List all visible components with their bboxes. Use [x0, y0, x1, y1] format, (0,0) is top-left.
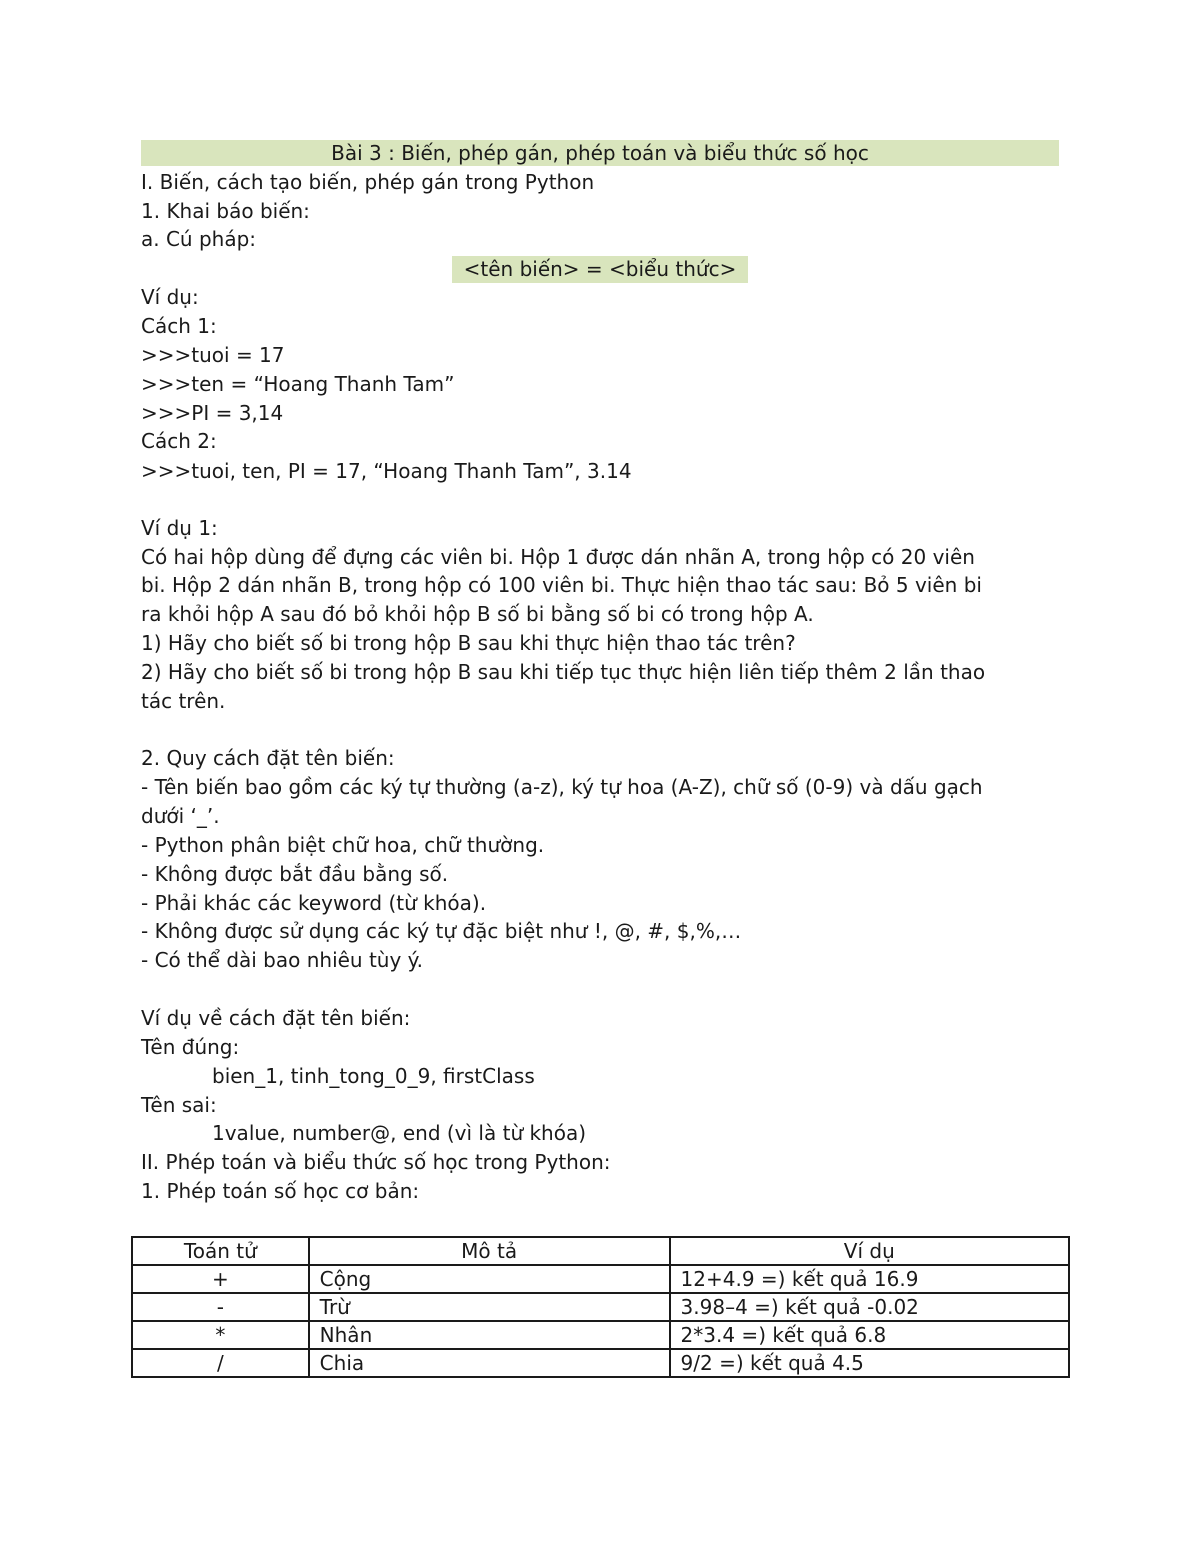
wrong-names: 1value, number@, end (vì là từ khóa) [212, 1121, 587, 1145]
rule-line: - Có thể dài bao nhiêu tùy ý. [141, 948, 424, 972]
syntax-box: <tên biến> = <biểu thức> [452, 256, 748, 283]
table-row [132, 1349, 1069, 1377]
code-line: >>>PI = 3,14 [141, 401, 284, 425]
code-line: >>>tuoi = 17 [141, 343, 285, 367]
wrong-label: Tên sai: [141, 1093, 217, 1117]
paragraph-line: bi. Hộp 2 dán nhãn B, trong hộp có 100 viên bi. Thực hiện thao tác sau: Bỏ 5 viên bi [141, 573, 982, 597]
header-example: Ví dụ [670, 1237, 1069, 1265]
question-line: tác trên. [141, 689, 226, 713]
table-row [132, 1293, 1069, 1321]
paragraph-line: Có hai hộp dùng để đựng các viên bi. Hộp 1 được dán nhãn A, trong hộp có 20 viên [141, 545, 975, 569]
header-description: Mô tả [309, 1237, 670, 1265]
operator-cell: / [132, 1349, 309, 1377]
paragraph-line: ra khỏi hộp A sau đó bỏ khỏi hộp B số bi bằng số bi có trong hộp A. [141, 602, 814, 626]
table-row [132, 1321, 1069, 1349]
correct-names: bien_1, tinh_tong_0_9, firstClass [212, 1064, 535, 1088]
lesson-title: Bài 3 : Biến, phép gán, phép toán và biểu thức số học [141, 140, 1059, 166]
operator-cell: + [132, 1265, 309, 1293]
code-line: >>>ten = “Hoang Thanh Tam” [141, 372, 455, 396]
description-cell: Nhân [309, 1321, 670, 1349]
operator-cell: * [132, 1321, 309, 1349]
rule-line: dưới ‘_’. [141, 804, 220, 828]
table-row [132, 1265, 1069, 1293]
ops-heading: 1. Phép toán số học cơ bản: [141, 1179, 420, 1203]
sub1-heading: 1. Khai báo biến: [141, 199, 310, 223]
question-line: 2) Hãy cho biết số bi trong hộp B sau khi tiếp tục thực hiện liên tiếp thêm 2 lần thao [141, 660, 986, 684]
code-line: >>>tuoi, ten, PI = 17, “Hoang Thanh Tam”, 3.14 [141, 459, 632, 483]
way1-label: Cách 1: [141, 314, 217, 338]
naming-example-label: Ví dụ về cách đặt tên biến: [141, 1006, 411, 1030]
correct-label: Tên đúng: [141, 1035, 240, 1059]
example-label: Ví dụ: [141, 285, 199, 309]
example-cell: 9/2 =) kết quả 4.5 [670, 1349, 1069, 1377]
description-cell: Chia [309, 1349, 670, 1377]
description-cell: Cộng [309, 1265, 670, 1293]
example-cell: 2*3.4 =) kết quả 6.8 [670, 1321, 1069, 1349]
rule-line: - Không được sử dụng các ký tự đặc biệt như !, @, #, $,%,… [141, 919, 742, 943]
operators-table [131, 1236, 1070, 1378]
section1-heading: I. Biến, cách tạo biến, phép gán trong Python [141, 170, 595, 194]
question-line: 1) Hãy cho biết số bi trong hộp B sau khi thực hiện thao tác trên? [141, 631, 796, 655]
section2-heading: II. Phép toán và biểu thức số học trong Python: [141, 1150, 611, 1174]
example-cell: 12+4.9 =) kết quả 16.9 [670, 1265, 1069, 1293]
example-cell: 3.98–4 =) kết quả -0.02 [670, 1293, 1069, 1321]
operator-cell: - [132, 1293, 309, 1321]
way2-label: Cách 2: [141, 429, 217, 453]
rule-line: - Python phân biệt chữ hoa, chữ thường. [141, 833, 545, 857]
rule-line: - Tên biến bao gồm các ký tự thường (a-z), ký tự hoa (A-Z), chữ số (0-9) và dấu gạch [141, 775, 983, 799]
description-cell: Trừ [309, 1293, 670, 1321]
sub2-heading: 2. Quy cách đặt tên biến: [141, 746, 395, 770]
header-operator: Toán tử [132, 1237, 309, 1265]
rule-line: - Không được bắt đầu bằng số. [141, 862, 449, 886]
syntax-label: a. Cú pháp: [141, 227, 257, 251]
rule-line: - Phải khác các keyword (từ khóa). [141, 891, 487, 915]
table-header-row [132, 1237, 1069, 1265]
example1-label: Ví dụ 1: [141, 516, 218, 540]
